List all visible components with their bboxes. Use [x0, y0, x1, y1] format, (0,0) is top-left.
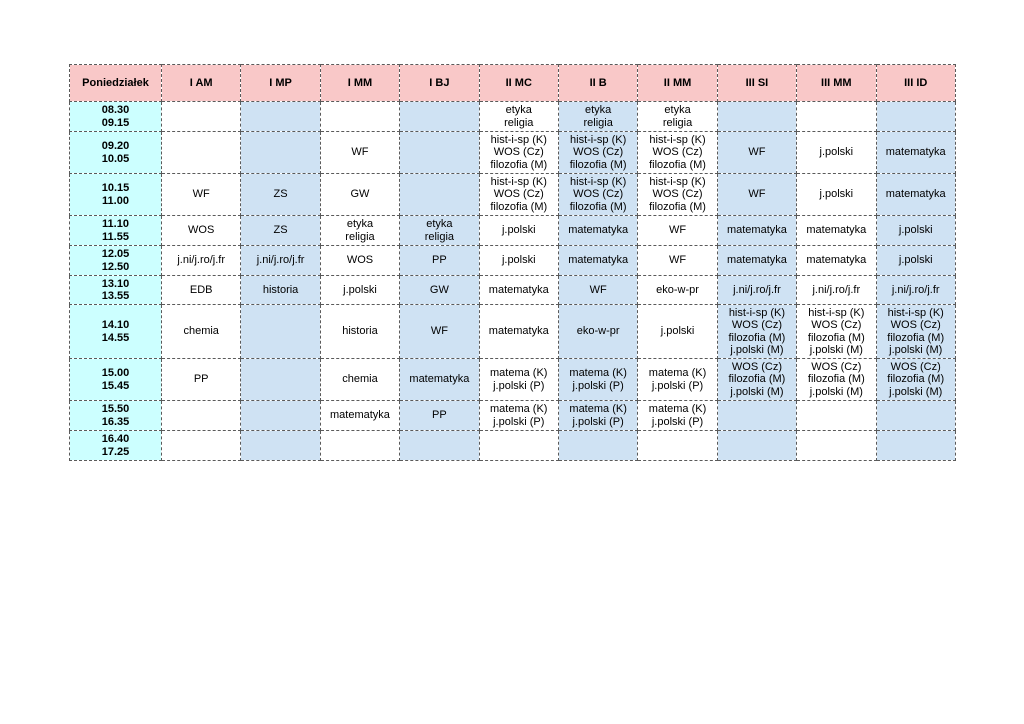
lesson-cell — [797, 216, 876, 246]
lesson-cell — [479, 174, 558, 216]
lesson-cell — [400, 359, 479, 401]
lesson-cell — [876, 431, 955, 461]
lesson-cell — [400, 276, 479, 305]
lesson-subject: WF — [668, 224, 687, 237]
lesson-subject: etyka — [505, 104, 532, 116]
lesson-cell — [797, 102, 876, 132]
lesson-cell — [638, 216, 717, 246]
lesson-cell — [241, 276, 320, 305]
class-header: II MM — [638, 65, 717, 102]
lesson-cell — [162, 276, 241, 305]
lesson-cell — [400, 174, 479, 216]
class-header: II MC — [479, 65, 558, 102]
time-slot — [70, 431, 162, 461]
lesson-cell — [717, 132, 796, 174]
lesson-subject: WOS — [188, 224, 215, 237]
lesson-subject: hist-i-sp (K) — [570, 133, 627, 146]
lesson-subject: hist-i-sp (K) — [490, 175, 547, 188]
lesson-subject: matematyka — [330, 409, 390, 422]
table-row — [70, 305, 956, 359]
lesson-cell — [797, 359, 876, 401]
lesson-subject: PP — [193, 373, 209, 386]
lesson-cell — [876, 174, 955, 216]
lesson-cell — [162, 132, 241, 174]
lesson-subject: religia — [424, 230, 455, 243]
lesson-cell — [717, 359, 796, 401]
lesson-subject: GW — [350, 188, 370, 201]
time-start: 10.15 — [101, 182, 130, 194]
lesson-cell — [320, 102, 399, 132]
lesson-cell — [320, 305, 399, 359]
lesson-cell — [400, 431, 479, 461]
lesson-cell — [400, 401, 479, 431]
lesson-subject: GW — [429, 283, 449, 296]
lesson-subject: WF — [748, 188, 766, 201]
lesson-subject: hist-i-sp (K) — [728, 306, 786, 319]
lesson-subject: matematyka — [885, 188, 946, 201]
time-start: 14.10 — [101, 319, 130, 331]
lesson-cell — [162, 174, 241, 216]
lesson-subject: matema (K) — [569, 367, 627, 379]
lesson-cell — [162, 401, 241, 431]
lesson-subject: j.polski — [819, 146, 854, 159]
lesson-subject: hist-i-sp (K) — [649, 175, 706, 188]
lesson-subject: filozofia (M) — [728, 373, 786, 386]
lesson-cell — [558, 174, 637, 216]
lesson-subject: matematyka — [806, 224, 867, 237]
lesson-subject: j.polski (M) — [889, 385, 943, 398]
class-header: I AM — [162, 65, 241, 102]
lesson-subject: j.ni/j.ro/j.fr — [733, 283, 781, 296]
lesson-cell — [638, 305, 717, 359]
lesson-subject: etyka — [426, 218, 453, 230]
lesson-subject: matematyka — [726, 254, 787, 267]
lesson-subject: j.polski (M) — [730, 385, 784, 398]
lesson-subject: matematyka — [568, 224, 629, 237]
lesson-subject: religia — [583, 116, 613, 129]
lesson-subject: j.polski (M) — [809, 344, 863, 356]
lesson-cell — [162, 431, 241, 461]
lesson-cell — [717, 102, 796, 132]
time-end: 10.05 — [101, 152, 130, 165]
lesson-cell — [479, 216, 558, 246]
lesson-subject: matema (K) — [648, 367, 707, 379]
time-end: 11.55 — [102, 230, 129, 243]
table-row — [70, 401, 956, 431]
lesson-cell — [241, 246, 320, 276]
lesson-cell — [558, 431, 637, 461]
table-row — [70, 246, 956, 276]
lesson-cell — [717, 431, 796, 461]
lesson-subject: matematyka — [488, 325, 549, 338]
lesson-subject: matema (K) — [569, 403, 627, 415]
table-row — [70, 359, 956, 401]
lesson-cell — [162, 246, 241, 276]
lesson-cell — [479, 431, 558, 461]
lesson-subject: hist-i-sp (K) — [570, 175, 627, 188]
lesson-subject: j.ni/j.ro/j.fr — [812, 283, 861, 296]
lesson-subject: chemia — [183, 325, 219, 338]
class-header: II B — [558, 65, 637, 102]
lesson-subject: filozofia (M) — [569, 158, 627, 171]
lesson-cell — [797, 305, 876, 359]
time-start: 13.10 — [101, 277, 130, 290]
lesson-cell — [241, 102, 320, 132]
lesson-subject: WOS (Cz) — [811, 319, 862, 331]
lesson-subject: hist-i-sp (K) — [887, 306, 944, 319]
day-header: Poniedziałek — [70, 65, 162, 102]
lesson-subject: WOS (Cz) — [573, 188, 624, 201]
lesson-cell — [876, 246, 955, 276]
lesson-cell — [876, 276, 955, 305]
time-slot — [70, 276, 162, 305]
lesson-subject: j.polski (P) — [493, 379, 545, 392]
lesson-cell — [400, 305, 479, 359]
lesson-subject: filozofia (M) — [728, 331, 786, 344]
time-end: 12.50 — [101, 260, 130, 273]
lesson-subject: matematyka — [488, 283, 549, 296]
time-start: 12.05 — [101, 248, 130, 260]
lesson-subject: filozofia (M) — [887, 373, 945, 386]
time-slot — [70, 102, 162, 132]
lesson-subject: j.polski (P) — [572, 415, 624, 428]
lesson-subject: matematyka — [409, 373, 470, 386]
lesson-cell — [479, 246, 558, 276]
time-start: 15.00 — [101, 367, 130, 379]
lesson-subject: filozofia (M) — [807, 373, 865, 386]
lesson-subject: j.ni/j.ro/j.fr — [177, 254, 226, 267]
lesson-cell — [638, 431, 717, 461]
lesson-subject: WF — [748, 146, 766, 159]
lesson-subject: WOS — [346, 254, 374, 267]
lesson-cell — [717, 246, 796, 276]
table-row — [70, 102, 956, 132]
lesson-cell — [797, 132, 876, 174]
lesson-subject: matematyka — [726, 224, 787, 237]
time-slot — [70, 359, 162, 401]
lesson-subject: j.polski — [660, 325, 695, 338]
lesson-cell — [320, 431, 399, 461]
time-end: 14.55 — [101, 331, 130, 344]
lesson-cell — [717, 276, 796, 305]
lesson-cell — [320, 401, 399, 431]
class-header: I MP — [241, 65, 320, 102]
time-slot — [70, 401, 162, 431]
lesson-subject: j.ni/j.ro/j.fr — [891, 283, 940, 296]
lesson-cell — [876, 102, 955, 132]
lesson-subject: WOS (Cz) — [890, 360, 941, 373]
lesson-cell — [638, 246, 717, 276]
lesson-cell — [717, 216, 796, 246]
lesson-cell — [638, 359, 717, 401]
lesson-subject: WF — [192, 188, 210, 201]
lesson-subject: j.polski — [898, 224, 933, 237]
lesson-cell — [876, 132, 955, 174]
lesson-cell — [400, 132, 479, 174]
lesson-subject: religia — [662, 116, 693, 129]
time-start: 08.30 — [101, 104, 130, 116]
lesson-cell — [558, 276, 637, 305]
lesson-cell — [638, 102, 717, 132]
lesson-cell — [797, 276, 876, 305]
lesson-subject: eko-w-pr — [576, 325, 620, 338]
lesson-subject: j.polski (M) — [889, 344, 943, 356]
lesson-cell — [479, 305, 558, 359]
lesson-cell — [558, 246, 637, 276]
lesson-cell — [479, 132, 558, 174]
table-row — [70, 431, 956, 461]
lesson-cell — [241, 359, 320, 401]
lesson-subject: matema (K) — [490, 367, 548, 379]
lesson-cell — [320, 359, 399, 401]
lesson-subject: WOS (Cz) — [493, 146, 544, 159]
lesson-subject: WOS (Cz) — [652, 188, 703, 201]
lesson-cell — [320, 132, 399, 174]
lesson-cell — [320, 276, 399, 305]
lesson-subject: filozofia (M) — [807, 331, 865, 344]
time-start: 16.40 — [101, 433, 130, 445]
time-slot — [70, 174, 162, 216]
lesson-subject: filozofia (M) — [490, 158, 548, 171]
lesson-subject: j.polski (P) — [493, 415, 545, 428]
table-row — [70, 174, 956, 216]
header-row — [70, 65, 956, 102]
lesson-subject: filozofia (M) — [649, 158, 706, 171]
lesson-subject: j.polski (P) — [651, 379, 704, 392]
lesson-subject: etyka — [346, 218, 374, 230]
lesson-cell — [876, 359, 955, 401]
lesson-subject: j.polski — [343, 283, 377, 296]
class-header: III SI — [717, 65, 796, 102]
lesson-cell — [400, 216, 479, 246]
lesson-subject: j.polski — [501, 254, 536, 267]
lesson-cell — [400, 102, 479, 132]
time-end: 17.25 — [101, 445, 130, 458]
time-slot — [70, 132, 162, 174]
lesson-subject: ZS — [273, 188, 288, 201]
lesson-cell — [558, 401, 637, 431]
lesson-subject: filozofia (M) — [490, 200, 548, 213]
lesson-cell — [241, 431, 320, 461]
lesson-subject: WOS (Cz) — [573, 146, 624, 159]
time-end: 11.00 — [102, 194, 129, 207]
lesson-subject: j.polski — [898, 254, 933, 267]
class-header: I MM — [320, 65, 399, 102]
lesson-subject: historia — [342, 325, 378, 338]
lesson-cell — [558, 305, 637, 359]
class-header: III MM — [797, 65, 876, 102]
schedule-table — [69, 64, 956, 461]
lesson-subject: WF — [589, 283, 607, 296]
lesson-subject: j.polski (M) — [809, 385, 863, 398]
lesson-subject: WF — [430, 325, 448, 338]
lesson-subject: j.polski (P) — [651, 415, 704, 428]
lesson-cell — [638, 401, 717, 431]
lesson-subject: PP — [432, 254, 447, 267]
class-header: I BJ — [400, 65, 479, 102]
lesson-cell — [797, 401, 876, 431]
lesson-cell — [797, 246, 876, 276]
lesson-cell — [638, 174, 717, 216]
lesson-subject: WF — [351, 146, 369, 159]
table-row — [70, 132, 956, 174]
lesson-cell — [638, 276, 717, 305]
lesson-subject: WOS (Cz) — [652, 146, 703, 159]
lesson-cell — [162, 359, 241, 401]
lesson-subject: ZS — [273, 224, 288, 237]
lesson-subject: hist-i-sp (K) — [808, 306, 865, 319]
lesson-subject: matema (K) — [490, 403, 548, 415]
time-end: 09.15 — [101, 116, 130, 129]
lesson-subject: filozofia (M) — [569, 200, 627, 213]
lesson-cell — [320, 216, 399, 246]
lesson-cell — [558, 102, 637, 132]
lesson-cell — [558, 359, 637, 401]
lesson-subject: j.polski (M) — [730, 344, 784, 356]
lesson-subject: etyka — [664, 104, 691, 116]
lesson-subject: religia — [345, 230, 375, 243]
lesson-cell — [241, 132, 320, 174]
time-end: 16.35 — [101, 415, 130, 428]
lesson-cell — [241, 305, 320, 359]
lesson-subject: eko-w-pr — [656, 283, 699, 296]
lesson-subject: j.ni/j.ro/j.fr — [256, 254, 305, 267]
lesson-cell — [717, 174, 796, 216]
lesson-subject: j.polski — [819, 188, 854, 201]
lesson-cell — [162, 305, 241, 359]
lesson-cell — [241, 174, 320, 216]
lesson-cell — [876, 305, 955, 359]
time-start: 15.50 — [101, 403, 130, 415]
table-row — [70, 216, 956, 246]
class-header: III ID — [876, 65, 955, 102]
lesson-subject: j.polski (P) — [572, 379, 624, 392]
lesson-subject: WOS (Cz) — [731, 319, 782, 331]
lesson-cell — [717, 305, 796, 359]
lesson-subject: WF — [668, 254, 687, 267]
lesson-cell — [320, 174, 399, 216]
lesson-subject: EDB — [189, 283, 213, 296]
lesson-subject: PP — [432, 409, 447, 422]
lesson-cell — [876, 401, 955, 431]
time-slot — [70, 246, 162, 276]
lesson-cell — [241, 401, 320, 431]
lesson-cell — [797, 431, 876, 461]
lesson-subject: WOS (Cz) — [890, 319, 941, 331]
lesson-subject: WOS (Cz) — [811, 360, 862, 373]
lesson-cell — [479, 359, 558, 401]
lesson-subject: matematyka — [885, 146, 946, 159]
lesson-cell — [162, 102, 241, 132]
lesson-cell — [479, 276, 558, 305]
time-slot — [70, 305, 162, 359]
lesson-subject: filozofia (M) — [649, 200, 706, 213]
lesson-subject: hist-i-sp (K) — [649, 133, 706, 146]
lesson-cell — [558, 132, 637, 174]
lesson-subject: WOS (Cz) — [493, 188, 544, 201]
lesson-subject: filozofia (M) — [887, 331, 945, 344]
lesson-subject: etyka — [585, 104, 612, 116]
lesson-subject: j.polski — [501, 224, 536, 237]
lesson-cell — [797, 174, 876, 216]
lesson-cell — [479, 401, 558, 431]
lesson-subject: matematyka — [806, 254, 867, 267]
time-end: 13.55 — [101, 290, 130, 302]
time-end: 15.45 — [101, 379, 130, 392]
lesson-cell — [400, 246, 479, 276]
lesson-cell — [558, 216, 637, 246]
lesson-subject: historia — [262, 283, 299, 296]
time-start: 09.20 — [101, 140, 130, 152]
lesson-cell — [320, 246, 399, 276]
lesson-subject: WOS (Cz) — [731, 360, 782, 373]
time-slot — [70, 216, 162, 246]
lesson-subject: religia — [504, 116, 534, 129]
lesson-subject: chemia — [342, 373, 378, 386]
lesson-cell — [479, 102, 558, 132]
table-row — [70, 276, 956, 305]
time-start: 11.10 — [102, 218, 129, 230]
lesson-subject: matema (K) — [648, 403, 707, 415]
lesson-subject: hist-i-sp (K) — [490, 133, 547, 146]
schedule-body — [70, 102, 956, 461]
lesson-subject: matematyka — [568, 254, 629, 267]
lesson-cell — [162, 216, 241, 246]
lesson-cell — [717, 401, 796, 431]
lesson-cell — [241, 216, 320, 246]
lesson-cell — [638, 132, 717, 174]
lesson-cell — [876, 216, 955, 246]
